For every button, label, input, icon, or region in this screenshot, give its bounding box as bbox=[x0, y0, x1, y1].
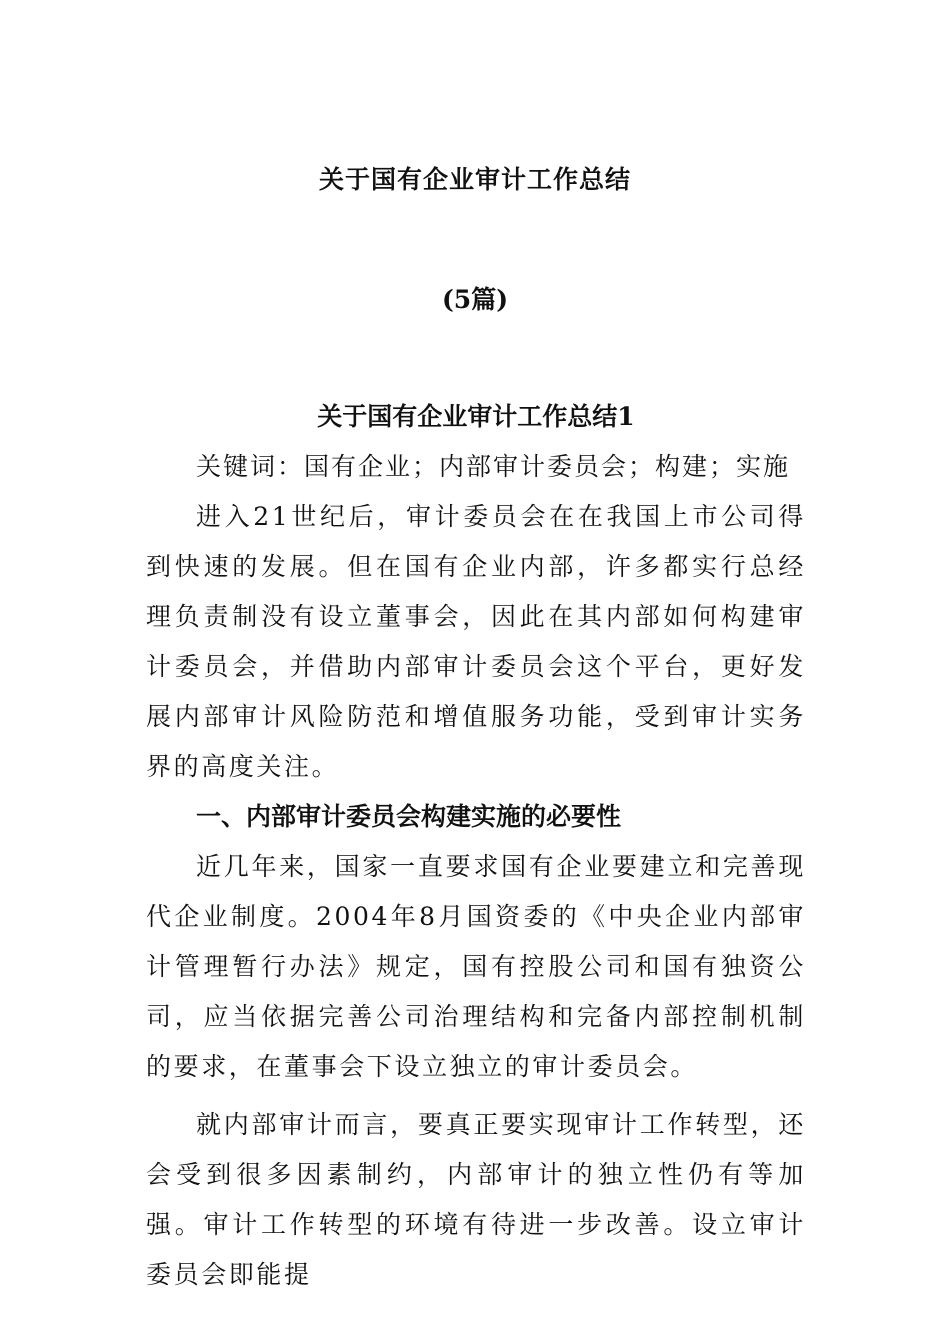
keywords-line: 关键词：国有企业；内部审计委员会；构建；实施 bbox=[196, 452, 791, 481]
document-subtitle: (5篇) bbox=[441, 285, 509, 314]
article-body bbox=[146, 392, 806, 1300]
section1-paragraph-1: 近几年来，国家一直要求国有企业要建立和完善现代企业制度。2004年8月国资委的《中央企业内部审计管理暂行办法》规定，国有控股公司和国有独资公司，应当依据完善公司治理结构和完备内部控制机制的要求，在董事会下设立独立的审计委员会。 bbox=[146, 852, 806, 1081]
section-heading-1: 一、内部审计委员会构建实施的必要性 bbox=[196, 802, 622, 831]
section1-paragraph-2: 就内部审计而言，要真正要实现审计工作转型，还会受到很多因素制约，内部审计的独立性仍有等加强。审计工作转型的环境有待进一步改善。设立审计委员会即能提 bbox=[146, 1110, 806, 1289]
document-title: 关于国有企业审计工作总结 bbox=[318, 165, 631, 194]
paragraph-gap bbox=[146, 1092, 806, 1100]
article-heading: 关于国有企业审计工作总结1 bbox=[317, 402, 635, 431]
intro-paragraph: 进入21世纪后，审计委员会在在我国上市公司得到快速的发展。但在国有企业内部，许多都实行总经理负责制没有设立董事会，因此在其内部如何构建审计委员会，并借助内部审计委员会这个平台，更好发展内部审计风险防范和增值服务功能，受到审计实务界的高度关注。 bbox=[146, 502, 806, 781]
